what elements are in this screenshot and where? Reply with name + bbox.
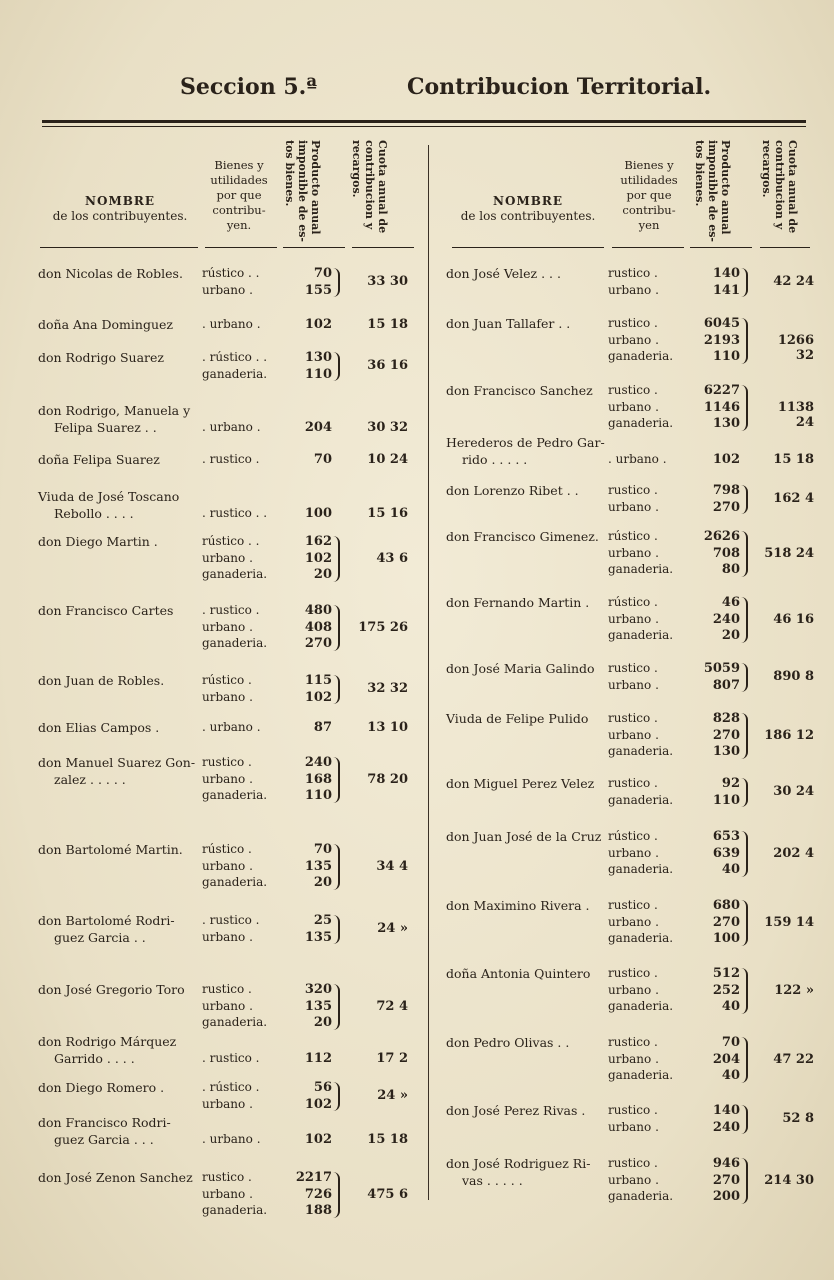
right-asset-type: rustico . — [608, 266, 658, 280]
left-product-value: 320 — [304, 982, 332, 997]
left-asset-type: rustico . — [202, 982, 252, 996]
left-brace — [333, 675, 340, 704]
left-product-value: 408 — [304, 619, 332, 635]
left-brace — [333, 268, 340, 297]
right-name-header — [448, 194, 608, 224]
left-asset-type: ganaderia. — [202, 788, 268, 802]
right-asset-type: ganaderia. — [608, 416, 674, 430]
right-product-value: 2626 — [703, 529, 740, 544]
left-quota-value: 32 32 — [367, 681, 408, 697]
right-asset-type: urbano . — [608, 1051, 659, 1066]
left-product-value: 112 — [304, 1050, 332, 1066]
right-quota-value: 1266 32 — [777, 332, 814, 363]
right-contributor-name: don José Maria Galindo — [446, 661, 595, 676]
right-contributor-name: don José Perez Rivas . — [446, 1103, 586, 1118]
left-contributor-name: don José Gregorio Toro — [38, 982, 185, 997]
left-product-value: 70 — [313, 266, 332, 281]
left-quota-value: 78 20 — [367, 771, 408, 787]
left-asset-type: ganaderia. — [202, 366, 268, 381]
left-quota-value: 17 2 — [376, 1050, 408, 1066]
left-quota-value: 30 32 — [367, 419, 408, 435]
left-asset-type: rústico . . — [202, 534, 260, 548]
right-quota-value: 15 18 — [773, 451, 814, 467]
left-contributor-name: doña Ana Dominguez — [38, 317, 173, 332]
left-product-value: 87 — [313, 720, 332, 735]
left-brace — [333, 536, 340, 582]
right-product-value: 798 — [712, 483, 740, 498]
right-product-value: 130 — [712, 744, 740, 759]
header-rule-thin — [42, 126, 806, 127]
right-quota-value: 47 22 — [773, 1051, 814, 1067]
right-product-value: 270 — [712, 727, 740, 743]
right-quota-value: 52 8 — [782, 1111, 814, 1127]
right-contributor-name: don Fernando Martin . — [446, 595, 590, 610]
left-name-title: NOMBRE — [85, 194, 155, 208]
right-brace — [741, 268, 748, 297]
right-brace — [741, 385, 748, 431]
left-brace — [333, 844, 340, 890]
left-contributor-name-cont: Garrido . . . . — [54, 1050, 135, 1066]
right-asset-type: rustico . — [608, 776, 658, 790]
right-brace — [741, 1037, 748, 1083]
right-asset-type: rustico . — [608, 898, 658, 912]
page-header — [0, 74, 834, 108]
left-product-value: 110 — [304, 366, 332, 382]
right-asset-type: ganaderia. — [608, 999, 674, 1013]
right-asset-type: urbano . — [608, 914, 659, 929]
column-divider — [428, 145, 429, 1200]
left-contributor-name-cont: guez Garcia . . . — [54, 1131, 154, 1147]
right-asset-type: ganaderia. — [608, 931, 674, 945]
right-quota-value: 122 » — [774, 982, 814, 998]
left-contributor-name-cont: Felipa Suarez . . — [54, 419, 157, 435]
right-contributor-name: don Juan Tallafer . . — [446, 316, 571, 331]
right-asset-type: urbano . — [608, 545, 659, 560]
left-asset-type: urbano . — [202, 689, 253, 704]
left-quota-value: 24 » — [377, 921, 408, 937]
left-asset-type: ganaderia. — [202, 567, 268, 581]
page-title: Contribucion Territorial. — [407, 74, 712, 100]
right-asset-type: rustico . — [608, 661, 658, 675]
left-product-value: 135 — [304, 929, 332, 945]
right-brace — [741, 831, 748, 877]
right-brace — [741, 485, 748, 514]
right-product-value: 653 — [712, 829, 740, 844]
left-product-value: 70 — [313, 842, 332, 857]
left-product-value: 70 — [313, 452, 332, 467]
left-quota-value: 475 6 — [367, 1186, 408, 1202]
right-contributor-name: don Pedro Olivas . . — [446, 1035, 570, 1050]
left-asset-type: urbano . — [202, 929, 253, 944]
right-quota-value: 162 4 — [773, 491, 814, 507]
right-goods-underline — [612, 247, 684, 248]
right-quota-value: 214 30 — [764, 1172, 814, 1188]
right-product-value: 80 — [721, 562, 740, 577]
right-asset-type: rústico . — [608, 829, 658, 843]
right-contributor-name-cont: rido . . . . . — [462, 451, 528, 467]
right-contributor-name: don José Rodriguez Ri- — [446, 1156, 591, 1171]
left-asset-type: urbano . — [202, 771, 253, 786]
right-asset-type: rustico . — [608, 1103, 658, 1117]
right-quota-value: 202 4 — [773, 845, 814, 861]
left-asset-type: ganaderia. — [202, 1203, 268, 1217]
right-product-value: 70 — [721, 1035, 740, 1050]
left-asset-type: urbano . — [202, 282, 253, 297]
right-product-value: 40 — [721, 862, 740, 877]
left-product-value: 100 — [304, 505, 332, 521]
left-contributor-name: don Nicolas de Robles. — [38, 266, 183, 281]
right-product-value: 140 — [712, 266, 740, 281]
left-contributor-name: don Juan de Robles. — [38, 673, 165, 688]
right-brace — [741, 713, 748, 759]
right-product-value: 110 — [712, 792, 740, 808]
right-asset-type: rustico . — [608, 483, 658, 497]
left-product-value: 25 — [313, 913, 332, 928]
left-asset-type: . rústico . . — [202, 350, 268, 364]
left-asset-type: ganaderia. — [202, 636, 268, 650]
left-product-value: 20 — [313, 567, 332, 582]
right-contributor-name: don Lorenzo Ribet . . — [446, 483, 579, 498]
left-product-value: 162 — [304, 534, 332, 549]
right-quota-value: 30 24 — [773, 784, 814, 800]
left-asset-type: . urbano . — [202, 317, 261, 331]
right-product-value: 828 — [712, 711, 740, 726]
left-quota-value: 72 4 — [376, 998, 408, 1014]
left-product-value: 20 — [313, 875, 332, 890]
left-name-sub: de los contribuyentes. — [52, 209, 188, 223]
left-contributor-name: don Rodrigo Suarez — [38, 350, 164, 365]
right-product-value: 639 — [712, 845, 740, 861]
left-product-value: 56 — [313, 1080, 332, 1095]
left-asset-type: rústico . — [202, 842, 252, 856]
left-quota-underline — [352, 247, 414, 248]
left-brace — [333, 984, 340, 1030]
right-asset-type: rustico . — [608, 1156, 658, 1170]
left-asset-type: . rustico . — [202, 452, 260, 466]
right-asset-type: urbano . — [608, 611, 659, 626]
left-product-value: 168 — [304, 771, 332, 787]
right-contributor-name: don Francisco Gimenez. — [446, 529, 599, 544]
left-contributor-name: don Rodrigo Márquez — [38, 1034, 177, 1049]
left-product-value: 130 — [304, 350, 332, 365]
left-product-value: 240 — [304, 755, 332, 770]
right-asset-type: ganaderia. — [608, 792, 674, 807]
left-asset-type: ganaderia. — [202, 875, 268, 889]
left-contributor-name: Viuda de José Toscano — [38, 489, 180, 504]
right-contributor-name: Viuda de Felipe Pulido — [446, 711, 589, 726]
right-asset-type: urbano . — [608, 677, 659, 692]
left-product-value: 270 — [304, 636, 332, 651]
left-quota-value: 36 16 — [367, 358, 408, 374]
left-product-value: 135 — [304, 998, 332, 1014]
left-brace — [333, 1172, 340, 1218]
right-quota-header: Cuota anual de contribucion y recargos. — [760, 140, 799, 234]
left-brace — [333, 1082, 340, 1111]
right-goods-header: Bienes y utilidades por que contribu- yen — [620, 158, 678, 232]
header-rule — [42, 120, 806, 123]
left-asset-type: . urbano . — [202, 720, 261, 734]
section-label: Seccion 5.ª — [180, 74, 318, 100]
right-quota-value: 159 14 — [764, 914, 814, 930]
left-product-underline — [283, 247, 345, 248]
left-contributor-name: don Diego Martin . — [38, 534, 158, 549]
left-contributor-name: don Manuel Suarez Gon- — [38, 755, 196, 770]
right-brace — [741, 663, 748, 692]
left-asset-type: urbano . — [202, 1096, 253, 1111]
right-asset-type: rustico . — [608, 316, 658, 330]
right-asset-type: urbano . — [608, 399, 659, 414]
left-contributor-name: don Francisco Rodri- — [38, 1115, 171, 1130]
right-asset-type: urbano . — [608, 1172, 659, 1187]
right-product-value: 200 — [712, 1189, 740, 1204]
left-contributor-name: don Diego Romero . — [38, 1080, 165, 1095]
right-product-value: 512 — [712, 966, 740, 981]
right-contributor-name: don Maximino Rivera . — [446, 898, 590, 913]
left-brace — [333, 915, 340, 944]
left-quota-value: 15 16 — [367, 505, 408, 521]
left-product-value: 102 — [304, 689, 332, 705]
right-product-value: 6045 — [703, 316, 740, 331]
left-asset-type: . urbano . — [202, 419, 261, 434]
left-product-value: 2217 — [295, 1170, 332, 1185]
right-asset-type: urbano . — [608, 727, 659, 742]
right-product-value: 240 — [712, 1119, 740, 1135]
right-contributor-name-cont: vas . . . . . — [462, 1172, 523, 1188]
left-contributor-name: don José Zenon Sanchez — [38, 1170, 193, 1185]
left-contributor-name: doña Felipa Suarez — [38, 452, 160, 467]
left-contributor-name: don Francisco Cartes — [38, 603, 174, 618]
left-asset-type: rústico . . — [202, 266, 260, 280]
left-contributor-name-cont: zalez . . . . . — [54, 771, 126, 787]
right-product-value: 2193 — [703, 332, 740, 348]
left-asset-type: rustico . — [202, 755, 252, 769]
right-product-value: 680 — [712, 898, 740, 913]
right-asset-type: . urbano . — [608, 451, 667, 466]
left-product-value: 204 — [304, 419, 332, 435]
right-product-value: 270 — [712, 1172, 740, 1188]
left-product-value: 102 — [304, 550, 332, 566]
right-brace — [741, 900, 748, 946]
left-asset-type: rustico . — [202, 1170, 252, 1184]
right-product-header: Producto anual imponible de es- tos bienes. — [693, 140, 732, 242]
right-asset-type: urbano . — [608, 282, 659, 297]
right-quota-value: 46 16 — [773, 611, 814, 627]
right-name-title: NOMBRE — [493, 194, 563, 208]
left-asset-type: . rústico . — [202, 1080, 260, 1094]
right-product-value: 204 — [712, 1051, 740, 1067]
right-brace — [741, 968, 748, 1014]
left-contributor-name: don Rodrigo, Manuela y — [38, 403, 191, 418]
right-asset-type: rustico . — [608, 1035, 658, 1049]
left-name-underline — [40, 247, 198, 248]
right-brace — [741, 1105, 748, 1134]
right-asset-type: rustico . — [608, 383, 658, 397]
right-name-sub: de los contribuyentes. — [460, 209, 596, 223]
left-contributor-name: don Bartolomé Martin. — [38, 842, 183, 857]
right-product-value: 252 — [712, 982, 740, 998]
right-quota-value: 186 12 — [764, 727, 814, 743]
right-asset-type: rústico . — [608, 529, 658, 543]
right-asset-type: urbano . — [608, 982, 659, 997]
left-quota-value: 10 24 — [367, 452, 408, 467]
right-product-value: 946 — [712, 1156, 740, 1171]
left-contributor-name-cont: Rebollo . . . . — [54, 505, 134, 521]
right-contributor-name: doña Antonia Quintero — [446, 966, 591, 981]
right-quota-value: 890 8 — [773, 669, 814, 685]
right-product-value: 40 — [721, 1068, 740, 1083]
right-contributor-name: don Juan José de la Cruz — [446, 829, 602, 844]
left-product-value: 20 — [313, 1015, 332, 1030]
right-product-value: 1146 — [703, 399, 740, 415]
right-quota-value: 42 24 — [773, 274, 814, 290]
left-asset-type: urbano . — [202, 858, 253, 873]
left-product-value: 110 — [304, 788, 332, 803]
right-asset-type: rustico . — [608, 966, 658, 980]
right-asset-type: ganaderia. — [608, 744, 674, 758]
right-product-value: 5059 — [703, 661, 740, 676]
right-quota-value: 1138 24 — [777, 399, 814, 430]
left-asset-type: . rustico . — [202, 1050, 260, 1065]
right-asset-type: ganaderia. — [608, 349, 674, 363]
left-asset-type: urbano . — [202, 550, 253, 565]
left-contributor-name: don Bartolomé Rodri- — [38, 913, 175, 928]
right-name-underline — [452, 247, 604, 248]
right-product-underline — [690, 247, 752, 248]
right-product-value: 6227 — [703, 383, 740, 398]
right-asset-type: urbano . — [608, 499, 659, 514]
left-quota-value: 13 10 — [367, 720, 408, 735]
left-quota-value: 15 18 — [367, 1131, 408, 1147]
left-asset-type: . rustico . . — [202, 505, 268, 520]
left-quota-value: 175 26 — [358, 619, 408, 635]
left-quota-value: 33 30 — [367, 274, 408, 290]
right-brace — [741, 531, 748, 577]
right-asset-type: ganaderia. — [608, 862, 674, 876]
left-asset-type: . rustico . — [202, 603, 260, 617]
right-product-value: 141 — [712, 282, 740, 298]
right-brace — [741, 778, 748, 807]
left-brace — [333, 757, 340, 803]
right-product-value: 110 — [712, 349, 740, 364]
left-product-value: 480 — [304, 603, 332, 618]
right-asset-type: ganaderia. — [608, 1189, 674, 1203]
right-asset-type: urbano . — [608, 845, 659, 860]
left-goods-underline — [205, 247, 277, 248]
right-product-value: 140 — [712, 1103, 740, 1118]
left-asset-type: urbano . — [202, 619, 253, 634]
right-product-value: 20 — [721, 628, 740, 643]
right-asset-type: rustico . — [608, 711, 658, 725]
right-asset-type: urbano . — [608, 332, 659, 347]
right-quota-value: 518 24 — [764, 545, 814, 561]
left-product-value: 115 — [304, 673, 332, 688]
left-brace — [333, 605, 340, 651]
left-product-value: 135 — [304, 858, 332, 874]
left-name-header — [40, 194, 200, 224]
left-asset-type: urbano . — [202, 998, 253, 1013]
left-asset-type: rústico . — [202, 673, 252, 687]
left-contributor-name: don Elias Campos . — [38, 720, 160, 735]
right-asset-type: urbano . — [608, 1119, 659, 1134]
left-asset-type: ganaderia. — [202, 1015, 268, 1029]
left-quota-value: 24 » — [377, 1088, 408, 1104]
right-asset-type: ganaderia. — [608, 1068, 674, 1082]
right-product-value: 40 — [721, 999, 740, 1014]
left-product-value: 155 — [304, 282, 332, 298]
right-product-value: 46 — [721, 595, 740, 610]
right-asset-type: ganaderia. — [608, 562, 674, 576]
left-quota-value: 15 18 — [367, 317, 408, 332]
right-brace — [741, 597, 748, 643]
right-product-value: 270 — [712, 499, 740, 515]
right-product-value: 240 — [712, 611, 740, 627]
right-contributor-name: Herederos de Pedro Gar- — [446, 435, 605, 450]
left-quota-value: 34 4 — [376, 858, 408, 874]
right-product-value: 807 — [712, 677, 740, 693]
right-product-value: 102 — [712, 451, 740, 467]
right-asset-type: ganaderia. — [608, 628, 674, 642]
left-contributor-name-cont: guez Garcia . . — [54, 929, 146, 945]
left-brace — [333, 352, 340, 381]
left-asset-type: . urbano . — [202, 1131, 261, 1146]
left-quota-value: 43 6 — [376, 550, 408, 566]
left-product-value: 102 — [304, 317, 332, 332]
left-product-value: 102 — [304, 1131, 332, 1147]
right-quota-underline — [760, 247, 810, 248]
right-product-value: 130 — [712, 416, 740, 431]
left-product-value: 726 — [304, 1186, 332, 1202]
right-contributor-name: don José Velez . . . — [446, 266, 561, 281]
left-product-header: Producto anual imponible de es- tos bienes. — [283, 140, 322, 242]
right-product-value: 708 — [712, 545, 740, 561]
left-quota-header: Cuota anual de contribucion y recargos. — [350, 140, 389, 234]
right-asset-type: rústico . — [608, 595, 658, 609]
right-brace — [741, 1158, 748, 1204]
left-asset-type: . rustico . — [202, 913, 260, 927]
right-product-value: 92 — [721, 776, 740, 791]
right-product-value: 270 — [712, 914, 740, 930]
left-product-value: 102 — [304, 1096, 332, 1112]
left-asset-type: urbano . — [202, 1186, 253, 1201]
left-product-value: 188 — [304, 1203, 332, 1218]
right-brace — [741, 318, 748, 364]
left-goods-header: Bienes y utilidades por que contribu- yen. — [210, 158, 268, 232]
right-contributor-name: don Francisco Sanchez — [446, 383, 593, 398]
right-contributor-name: don Miguel Perez Velez — [446, 776, 595, 791]
right-product-value: 100 — [712, 931, 740, 946]
